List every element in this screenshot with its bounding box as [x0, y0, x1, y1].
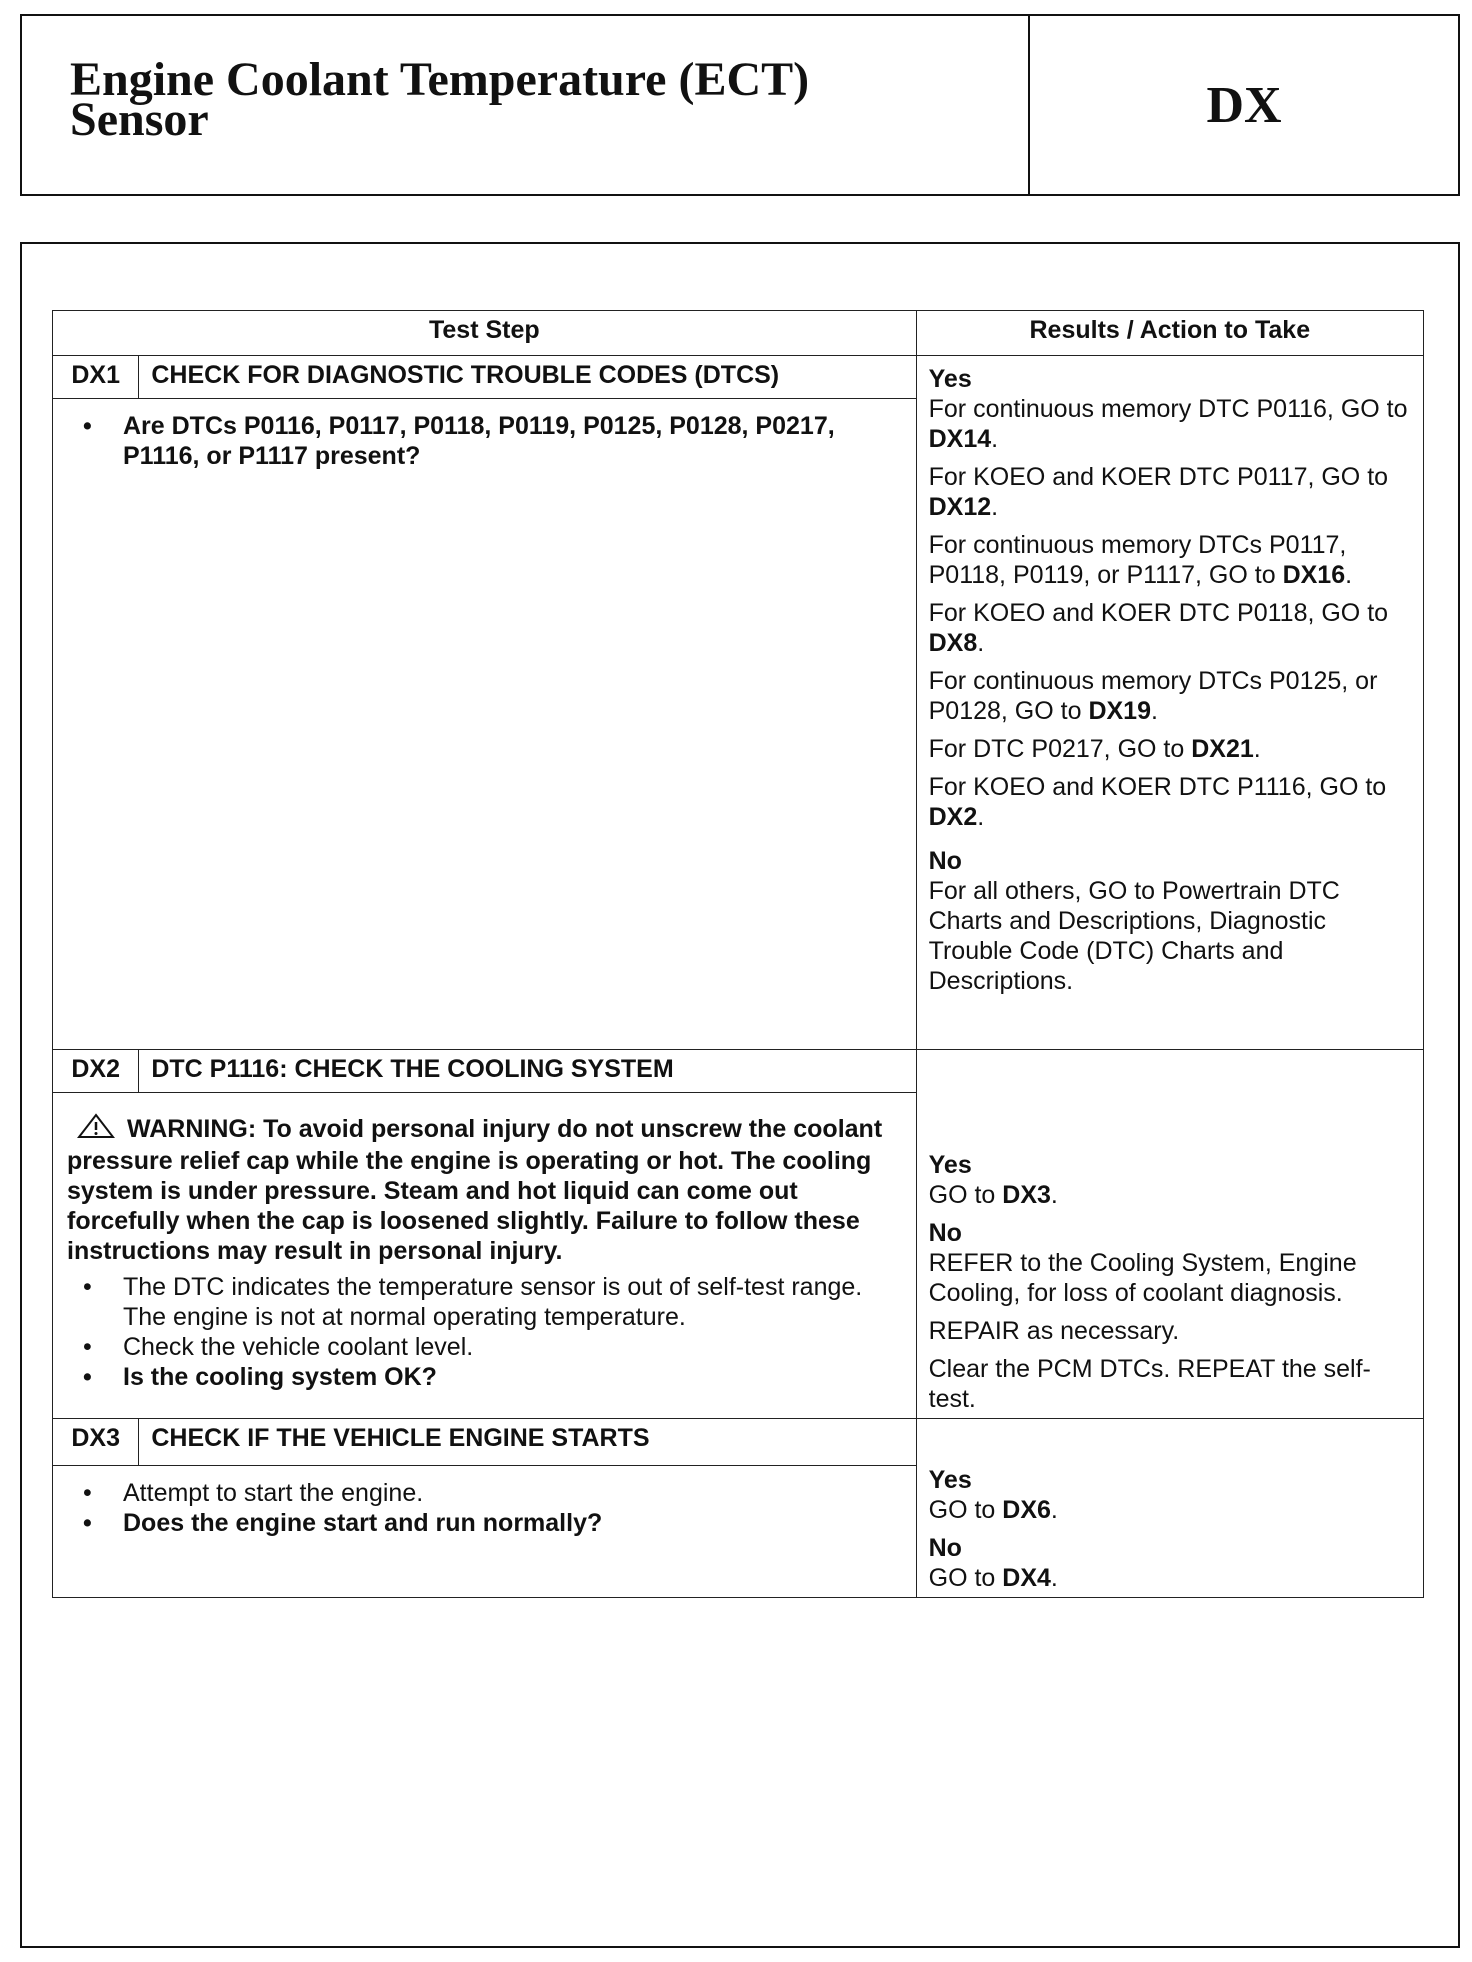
- dx1-yes-item-text: For continuous memory DTC P0116, GO to: [928, 395, 1408, 423]
- dx1-yes-item-end: .: [1151, 697, 1158, 725]
- dx2-no-text2: REPAIR as necessary.: [928, 1317, 1180, 1345]
- page-title: [22, 16, 1030, 194]
- step-body-dx1: [53, 399, 917, 1050]
- step-results-dx1: [916, 356, 1423, 1050]
- dx1-yes-item-end: .: [1253, 735, 1261, 763]
- column-header-test-step: Test Step: [53, 311, 917, 356]
- step-dx2-heading-row: [53, 1050, 1424, 1093]
- dx1-yes-item-text: For DTC P0217, GO to: [928, 735, 1192, 763]
- dx1-yes-item-end: .: [977, 629, 985, 657]
- dx3-no-goto-text: GO to: [928, 1564, 1003, 1592]
- dx1-yes-item-target: DX12: [928, 493, 992, 521]
- dx1-yes-item: [929, 772, 1415, 832]
- dx1-yes-item-end: .: [991, 493, 999, 521]
- dx1-yes-item: [929, 394, 1415, 454]
- column-header-results: Results / Action to Take: [916, 311, 1423, 356]
- page-header: [20, 14, 1460, 196]
- dx2-bullet-3: • Is the cooling system OK?: [83, 1362, 896, 1392]
- warning-triangle-icon: [77, 1113, 115, 1146]
- page-title-line1: Engine Coolant Temperature (ECT): [70, 53, 810, 106]
- step-heading-dx3: CHECK IF THE VEHICLE ENGINE STARTS: [139, 1419, 916, 1466]
- dx1-yes-item-target: DX16: [1282, 561, 1346, 589]
- test-step-table: [52, 310, 1424, 1598]
- step-results-dx3: [916, 1419, 1423, 1598]
- dx1-question: • Are DTCs P0116, P0117, P0118, P0119, P0125, P0128, P0217, P1116, or P1117 present?: [83, 411, 896, 471]
- step-code-dx1: DX1: [53, 356, 139, 399]
- dx3-yes-label: Yes: [928, 1466, 972, 1494]
- dx2-warning: [67, 1113, 896, 1266]
- step-body-dx3: [53, 1465, 917, 1597]
- dx3-no-text: [929, 1563, 1415, 1593]
- dx1-yes-item-text: For continuous memory DTCs P0125, or P0128, GO to: [928, 667, 1378, 725]
- dx2-bullet-2: • Check the vehicle coolant level.: [83, 1332, 896, 1362]
- dx1-yes-item-end: .: [991, 425, 999, 453]
- dx1-yes-item: [929, 462, 1415, 522]
- dx1-yes-item-target: DX14: [928, 425, 992, 453]
- step-dx3-heading-row: [53, 1419, 1424, 1466]
- dx1-yes-item: [929, 598, 1415, 658]
- dx2-yes-text: [929, 1180, 1415, 1210]
- dx2-bullet-1: • The DTC indicates the temperature sensor is out of self-test range. The engine is not at normal operating temperature.: [83, 1272, 896, 1332]
- dx2-yes-goto-text: GO to: [928, 1181, 1003, 1209]
- dx3-no-end: .: [1050, 1564, 1058, 1592]
- step-heading-dx2: DTC P1116: CHECK THE COOLING SYSTEM: [139, 1050, 916, 1093]
- table-header-row: [53, 311, 1424, 356]
- dx1-no-text: For all others, GO to Powertrain DTC Charts and Descriptions, Diagnostic Trouble Code (DTC) Charts and Descriptions.: [928, 877, 1340, 995]
- dx1-yes-item-end: .: [977, 803, 985, 831]
- dx1-yes-item-target: DX21: [1191, 735, 1254, 763]
- dx3-no-target: DX4: [1002, 1564, 1051, 1592]
- dx2-warning-text: WARNING: To avoid personal injury do not unscrew the coolant pressure relief cap while the engine is operating or hot. The cooling system is under pressure. Steam and hot liquid can come out forcefully when the cap is loosened slightly. Failure to follow these instructions may result in personal injury.: [67, 1115, 883, 1265]
- step-dx1-heading-row: [53, 356, 1424, 399]
- dx2-no-text1: REFER to the Cooling System, Engine Cooling, for loss of coolant diagnosis.: [928, 1249, 1357, 1307]
- dx1-yes-item-text: For continuous memory DTCs P0117, P0118, P0119, or P1117, GO to: [928, 531, 1347, 589]
- dx1-yes-item-end: .: [1345, 561, 1353, 589]
- step-body-dx2: [53, 1093, 917, 1419]
- dx3-yes-end: .: [1050, 1496, 1058, 1524]
- dx1-yes-item: [929, 734, 1415, 764]
- dx1-yes-item-text: For KOEO and KOER DTC P1116, GO to: [928, 773, 1387, 801]
- dx3-yes-text: [929, 1495, 1415, 1525]
- dx3-yes-goto-text: GO to: [928, 1496, 1003, 1524]
- page-title-line2: Sensor: [70, 93, 209, 146]
- section-code: DX: [1206, 76, 1282, 134]
- dx2-yes-label: Yes: [928, 1151, 972, 1179]
- dx1-yes-item: [929, 530, 1415, 590]
- step-code-dx3: DX3: [53, 1419, 139, 1466]
- dx1-yes-item: [929, 666, 1415, 726]
- dx2-no-text3: Clear the PCM DTCs. REPEAT the self-test.: [928, 1355, 1371, 1413]
- step-heading-dx1: CHECK FOR DIAGNOSTIC TROUBLE CODES (DTCS): [139, 356, 916, 399]
- step-results-dx2: [916, 1050, 1423, 1419]
- dx1-yes-item-target: DX8: [928, 629, 978, 657]
- dx2-yes-target: DX3: [1002, 1181, 1051, 1209]
- dx1-yes-item-target: DX2: [928, 803, 978, 831]
- dx2-no-label: No: [928, 1219, 962, 1247]
- dx1-yes-item-text: For KOEO and KOER DTC P0117, GO to: [928, 463, 1389, 491]
- dx1-yes-label: Yes: [928, 365, 972, 393]
- dx1-yes-item-text: For KOEO and KOER DTC P0118, GO to: [928, 599, 1389, 627]
- dx3-bullet-1: • Attempt to start the engine.: [83, 1478, 896, 1508]
- dx1-no-label: No: [928, 847, 962, 875]
- dx2-yes-end: .: [1050, 1181, 1058, 1209]
- dx3-yes-target: DX6: [1002, 1496, 1051, 1524]
- dx1-yes-item-target: DX19: [1088, 697, 1151, 725]
- dx3-bullet-2: • Does the engine start and run normally?: [83, 1508, 896, 1538]
- dx1-yes-list: [929, 394, 1415, 832]
- dx3-no-label: No: [928, 1534, 962, 1562]
- step-code-dx2: DX2: [53, 1050, 139, 1093]
